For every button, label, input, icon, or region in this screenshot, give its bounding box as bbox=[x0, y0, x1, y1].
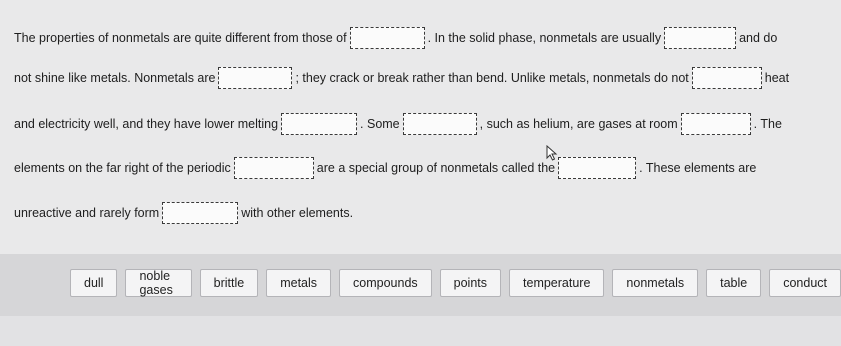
answer-blank-3[interactable] bbox=[218, 67, 292, 89]
answer-blank-5[interactable] bbox=[281, 113, 357, 135]
passage-line-4 bbox=[14, 151, 756, 185]
word-tile[interactable]: dull bbox=[70, 269, 117, 297]
word-bank bbox=[0, 254, 841, 316]
passage-text: and electricity well, and they have lower melting bbox=[14, 117, 279, 131]
passage-text: with other elements. bbox=[241, 206, 354, 220]
passage-text: not shine like metals. Nonmetals are bbox=[14, 71, 216, 85]
passage-text: elements on the far right of the periodic bbox=[14, 161, 231, 175]
passage-text: , such as helium, are gases at room bbox=[479, 117, 678, 131]
passage-text: . The bbox=[753, 117, 782, 131]
word-tile[interactable]: conduct bbox=[769, 269, 841, 297]
passage-text: . In the solid phase, nonmetals are usually bbox=[427, 31, 662, 45]
word-bank-row bbox=[70, 269, 841, 297]
passage-text: and do bbox=[739, 31, 778, 45]
word-tile[interactable]: metals bbox=[266, 269, 331, 297]
answer-blank-7[interactable] bbox=[681, 113, 751, 135]
word-tile[interactable]: nonmetals bbox=[612, 269, 698, 297]
answer-blank-9[interactable] bbox=[558, 157, 636, 179]
passage-line-2 bbox=[14, 61, 789, 95]
passage-text: . Some bbox=[360, 117, 400, 131]
word-tile[interactable]: table bbox=[706, 269, 761, 297]
answer-blank-8[interactable] bbox=[234, 157, 314, 179]
passage-text: are a special group of nonmetals called the bbox=[316, 161, 556, 175]
passage-text: ; they crack or break rather than bend. Unlike metals, nonmetals do not bbox=[295, 71, 689, 85]
answer-blank-6[interactable] bbox=[403, 113, 477, 135]
answer-blank-1[interactable] bbox=[350, 27, 425, 49]
passage-text: unreactive and rarely form bbox=[14, 206, 160, 220]
passage-line-5 bbox=[14, 196, 353, 230]
passage-text: heat bbox=[764, 71, 790, 85]
bottom-area bbox=[0, 316, 841, 346]
passage-text: The properties of nonmetals are quite different from those of bbox=[14, 31, 347, 45]
mouse-pointer-icon bbox=[545, 145, 559, 161]
passage-line-1 bbox=[14, 21, 777, 55]
passage-text: . These elements are bbox=[639, 161, 757, 175]
word-tile[interactable]: points bbox=[440, 269, 501, 297]
word-tile[interactable]: temperature bbox=[509, 269, 604, 297]
answer-blank-10[interactable] bbox=[162, 202, 238, 224]
passage-line-3 bbox=[14, 107, 782, 141]
answer-blank-2[interactable] bbox=[664, 27, 736, 49]
answer-blank-4[interactable] bbox=[692, 67, 762, 89]
word-tile[interactable]: compounds bbox=[339, 269, 432, 297]
word-tile[interactable]: brittle bbox=[200, 269, 259, 297]
word-tile[interactable]: noble gases bbox=[125, 269, 191, 297]
